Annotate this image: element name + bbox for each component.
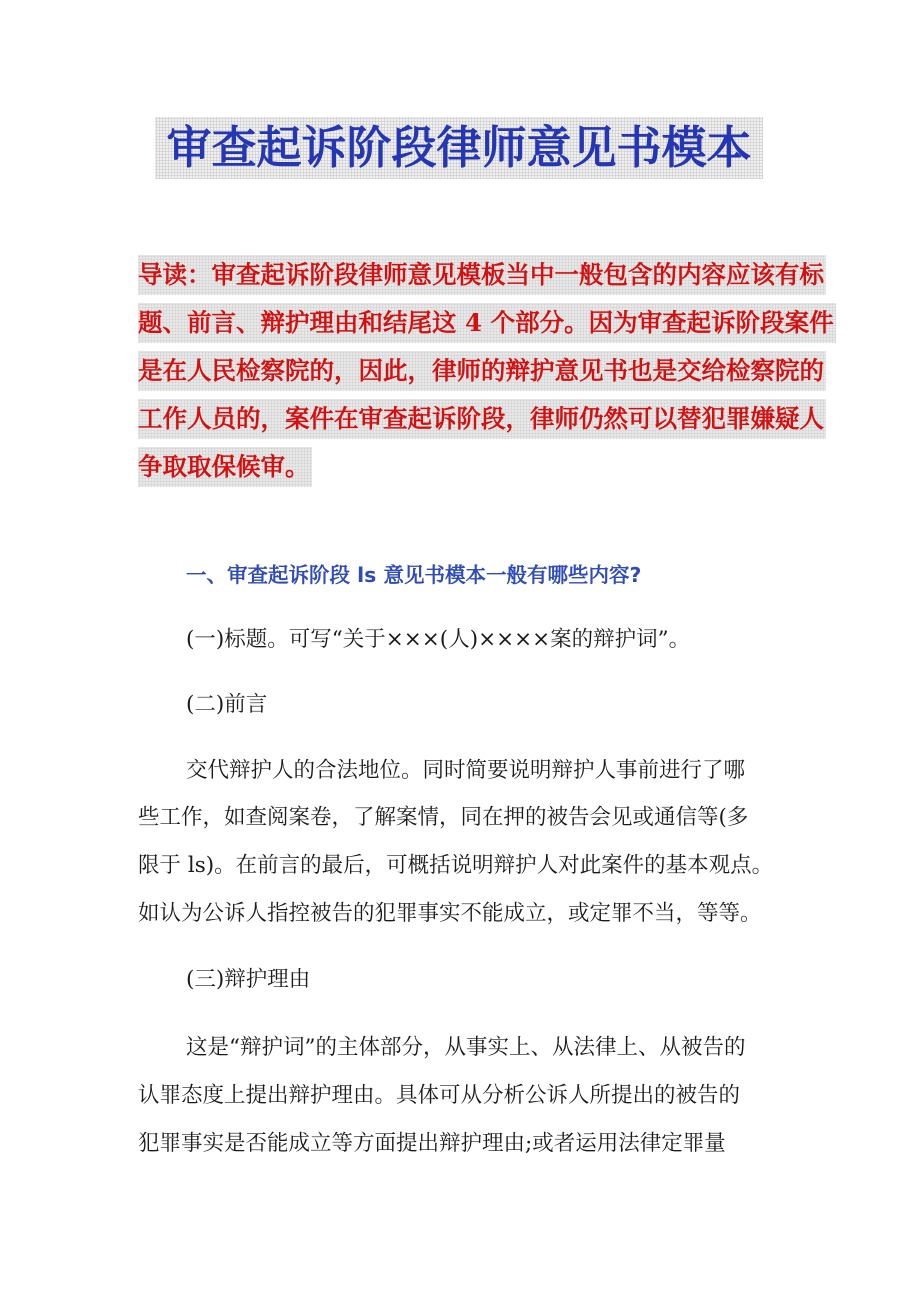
- subsection-title-defense-reasons: (三)辩护理由: [186, 967, 311, 992]
- intro-line-text: 是在人民检察院的，因此，律师的辩护意见书也是交给检察院的: [138, 351, 826, 391]
- preface-paragraph-line: 限于 ls)。在前言的最后，可概括说明辩护人对此案件的基本观点。: [138, 853, 774, 878]
- intro-line: [138, 255, 826, 303]
- subsection-title-heading: (一)标题。可写“关于×××(人)××××案的辩护词”。: [186, 627, 691, 652]
- defense-paragraph-line: 这是“辩护词”的主体部分，从事实上、从法律上、从被告的: [186, 1035, 746, 1060]
- preface-paragraph-line: 交代辩护人的合法地位。同时简要说明辩护人事前进行了哪: [186, 758, 746, 783]
- title-highlight: [155, 117, 763, 179]
- intro-line: [138, 303, 836, 351]
- preface-paragraph-line: 些工作，如查阅案卷，了解案情，同在押的被告会见或通信等(多: [138, 805, 749, 830]
- subsection-title-preface: (二)前言: [186, 692, 268, 717]
- defense-paragraph-line: 认罪态度上提出辩护理由。具体可从分析公诉人所提出的被告的: [138, 1083, 741, 1108]
- section-heading: 一、审查起诉阶段 ls 意见书模本一般有哪些内容?: [186, 563, 642, 587]
- intro-line-text: 题、前言、辩护理由和结尾这 4 个部分。因为审查起诉阶段案件: [138, 303, 836, 343]
- intro-line-text: 工作人员的，案件在审查起诉阶段，律师仍然可以替犯罪嫌疑人: [138, 399, 826, 439]
- defense-paragraph-line: 犯罪事实是否能成立等方面提出辩护理由;或者运用法律定罪量: [138, 1131, 726, 1156]
- intro-line-text: 导读：审查起诉阶段律师意见模板当中一般包含的内容应该有标: [138, 255, 826, 295]
- intro-line: [138, 399, 826, 447]
- document-title: 审查起诉阶段律师意见书模本: [166, 121, 752, 174]
- preface-paragraph-line: 如认为公诉人指控被告的犯罪事实不能成立，或定罪不当，等等。: [138, 901, 762, 926]
- intro-line-text: 争取取保候审。: [138, 447, 312, 487]
- intro-line: [138, 351, 826, 399]
- intro-line: [138, 447, 312, 495]
